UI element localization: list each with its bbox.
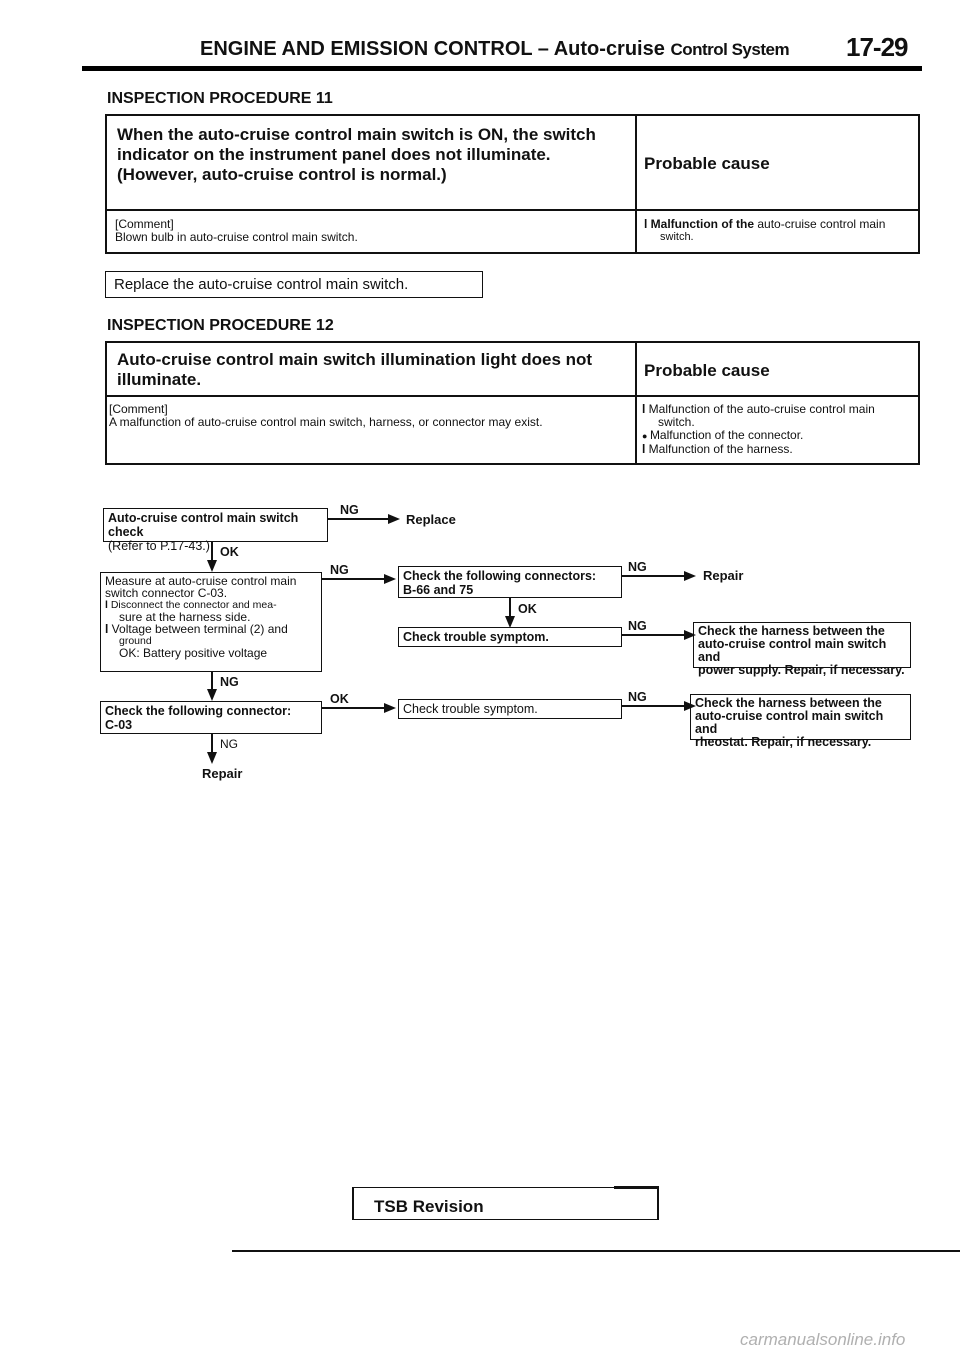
flow-label-ok: OK: [330, 692, 349, 706]
arrow-right-icon: [388, 514, 400, 524]
flow-box-harness-power: Check the harness between the auto-cruise control main switch and power supply. Repair, if necessary.: [693, 622, 911, 668]
proc12-probable-cause-label: Probable cause: [644, 361, 770, 380]
flow-box-trouble-symptom: Check trouble symptom.: [398, 627, 622, 647]
flow-label-ng: NG: [628, 690, 647, 704]
proc11-symptom: When the auto-cruise control main switch is ON, the switch indicator on the instrument panel does not illuminate. (However, auto-cruise control is normal.): [117, 125, 596, 184]
proc11-probable-cause-label: Probable cause: [644, 154, 770, 173]
flow-connector: [322, 578, 386, 580]
list-item: l Malfunction of the auto-cruise control main: [642, 403, 914, 416]
arrow-down-icon: [207, 689, 217, 701]
proc12-col-divider: [635, 343, 637, 463]
flow-connector: [622, 705, 686, 707]
flow-connector: [211, 734, 213, 752]
proc11-row-divider: [107, 209, 918, 211]
tsb-revision-label: TSB Revision: [374, 1197, 484, 1216]
page-header: [200, 38, 789, 61]
flow-connector: [622, 575, 686, 577]
flow-connector: [509, 598, 511, 616]
flow-label-ng: NG: [628, 619, 647, 633]
header-rule: [82, 66, 922, 71]
list-item: switch.: [658, 415, 695, 429]
flow-connector: [211, 672, 213, 690]
flow-replace: Replace: [406, 512, 456, 527]
header-title: ENGINE AND EMISSION CONTROL – Auto-cruise: [200, 38, 665, 60]
arrow-down-icon: [207, 560, 217, 572]
proc12-comment: [Comment] A malfunction of auto-cruise control main switch, harness, or connector may exist.: [109, 402, 543, 429]
flow-label-ng: NG: [220, 675, 239, 689]
flow-label-ng: NG: [628, 560, 647, 574]
proc12-symptom: Auto-cruise control main switch illumination light does not illuminate.: [117, 350, 593, 389]
proc11-heading: INSPECTION PROCEDURE 11: [107, 90, 333, 107]
list-item: l Malfunction of the harness.: [642, 443, 914, 456]
arrow-right-icon: [384, 703, 396, 713]
flow-label-ng: NG: [220, 737, 238, 751]
proc11-action-box: Replace the auto-cruise control main switch.: [105, 271, 483, 298]
list-item: ● Malfunction of the connector.: [642, 429, 914, 443]
proc11-col-divider: [635, 116, 637, 252]
flow-connector: [211, 542, 213, 560]
flow-label-ok: OK: [518, 602, 537, 616]
tsb-revision-box: [352, 1187, 659, 1220]
flow-label-ng: NG: [330, 563, 349, 577]
flow-box-harness-rheostat: Check the harness between the auto-cruise control main switch and rheostat. Repair, if necessary.: [690, 694, 911, 740]
proc12-row-divider: [107, 395, 918, 397]
flow-connector: [328, 518, 390, 520]
flow-box-switch-check: Auto-cruise control main switch check (Refer to P.17-43.): [103, 508, 328, 542]
proc12-heading: INSPECTION PROCEDURE 12: [107, 317, 334, 334]
flow-connector: [322, 707, 386, 709]
flow-repair: Repair: [703, 568, 744, 583]
proc11-cause-list: l Malfunction of the auto-cruise control main switch.: [644, 218, 914, 244]
arrow-right-icon: [384, 574, 396, 584]
proc11-table: [105, 114, 920, 254]
flow-box-check-connectors: Check the following connectors: B-66 and 75: [398, 566, 622, 598]
arrow-right-icon: [684, 571, 696, 581]
flow-box-measure: Measure at auto-cruise control main switch connector C-03. l Disconnect the connector and mea- sure at the harness side. l Voltage between terminal (2) and ground OK: Battery positive voltage: [100, 572, 322, 672]
flow-box-trouble-symptom-2: Check trouble symptom.: [398, 699, 622, 719]
footer-rule: [232, 1250, 960, 1252]
proc12-table: [105, 341, 920, 465]
header-system: Control System: [670, 40, 790, 59]
page-number: 17-29: [846, 32, 908, 62]
tsb-box-accent: [614, 1186, 659, 1189]
proc11-comment: [Comment] Blown bulb in auto-cruise control main switch.: [115, 217, 358, 244]
proc12-cause-list: [642, 403, 914, 456]
flow-label-ok: OK: [220, 545, 239, 559]
flow-connector: [622, 634, 686, 636]
tsb-box-bottom: [352, 1219, 659, 1220]
flow-repair: Repair: [202, 766, 243, 781]
watermark: carmanualsonline.info: [740, 1330, 906, 1349]
flow-label-ng: NG: [340, 503, 359, 517]
arrow-down-icon: [207, 752, 217, 764]
flow-box-check-connector: Check the following connector: C-03: [100, 701, 322, 734]
